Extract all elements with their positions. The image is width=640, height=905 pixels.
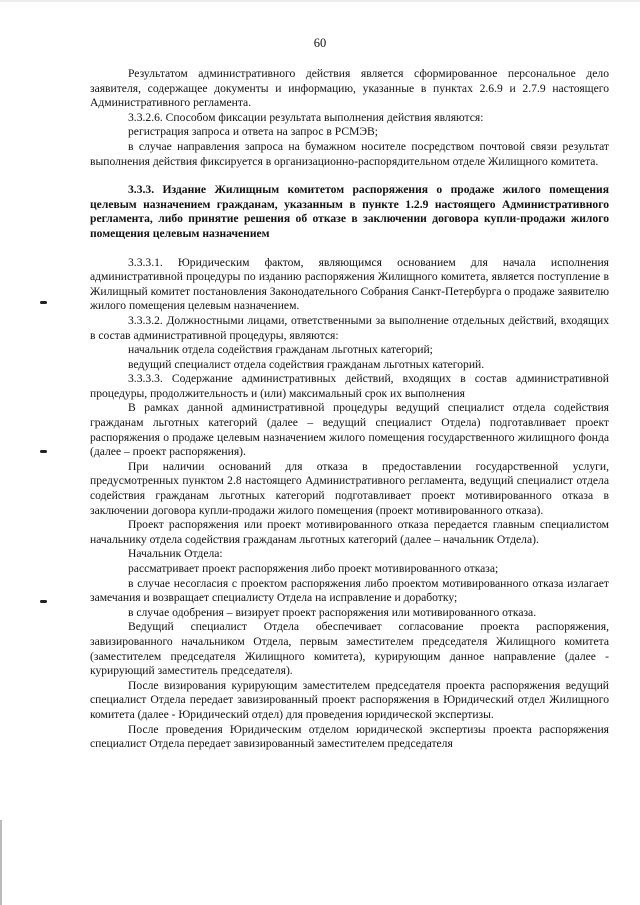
section-heading: 3.3.3. Издание Жилищным комитетом распоряжения о продаже жилого помещения целевым назначением гражданам, указанным в пункте 1.2.9 настоящего Административного регламента, либо принятие решения об отказе в заключении договора купли-продажи жилого помещения целевым назначением [90,183,609,240]
paragraph: В рамках данной административной процедуры ведущий специалист отдела содействия гражданам льготных категорий (далее – ведущий специалист Отдела) подготавливает проект распоряжения о продаже целевым назначением жилого помещения государственного жилищного фонда (далее – проект распоряжения). [90,401,609,459]
paragraph: Начальник Отдела: [128,547,223,561]
paragraph: регистрация запроса и ответа на запрос в РСМЭВ; [128,125,379,139]
paragraph: начальник отдела содействия гражданам льготных категорий; [128,343,433,357]
scan-edge [0,0,640,2]
margin-mark [40,301,47,304]
paragraph: 3.3.3.3. Содержание административных действий, входящих в состав административной процедуры, продолжительность и (или) максимальный срок их выполнения [90,372,609,400]
paragraph: 3.3.3.2. Должностными лицами, ответственными за выполнение отдельных действий, входящих в состав административной процедуры, являются: [90,313,609,342]
paragraph: Ведущий специалист Отдела обеспечивает согласование проекта распоряжения, завизированного начальником Отдела, первым заместителем председателя Жилищного комитета (заместителем председателя Жилищного комитета), курирующим данное направление (далее - курирующий заместитель председателя). [90,620,609,678]
paragraph: При наличии оснований для отказа в предоставлении государственной услуги, предусмотренных пунктом 2.8 настоящего Административного регламента, ведущий специалист отдела содействия гражданам льготных категорий подготавливает проект мотивированного отказа в заключении договора купли-продажи жилого помещения (проект мотивированного отказа). [90,459,609,517]
page-number: 60 [313,36,327,50]
paragraph: в случае направления запроса на бумажном носителе посредством почтовой связи результат выполнения действия фиксируется в организационно-распорядительном отделе Жилищного комитета. [90,139,609,168]
document-body [90,67,609,752]
paragraph: в случае одобрения – визирует проект распоряжения или мотивированного отказа. [128,605,537,619]
margin-mark [40,450,47,453]
paragraph: Результатом административного действия является сформированное персональное дело заявителя, содержащее документы и информацию, указанные в пунктах 2.6.9 и 2.7.9 настоящего Административного регламента. [90,67,609,110]
paragraph-gap [90,169,609,183]
scan-edge [0,820,2,905]
paragraph: 3.3.3.1. Юридическим фактом, являющимся основанием для начала исполнения административной процедуры по изданию распоряжения Жилищного комитета, является поступление в Жилищный комитет постановления Законодательного Собрания Санкт-Петербурга о продаже заявителю жилого помещения целевым назначением. [90,255,609,313]
paragraph: ведущий специалист отдела содействия гражданам льготных категорий. [128,357,485,371]
paragraph: 3.3.2.6. Способом фиксации результата выполнения действия являются: [128,110,484,124]
paragraph-gap [90,242,609,256]
paragraph: рассматривает проект распоряжения либо проект мотивированного отказа; [128,562,499,575]
paragraph: После визирования курирующим заместителем председателя проекта распоряжения ведущий специалист Отдела передает завизированный проект распоряжения в Юридический отдел Жилищного комитета (далее - Юридический отдел) для проведения юридической экспертизы. [90,678,609,721]
margin-mark [40,600,47,603]
paragraph: в случае несогласия с проектом распоряжения либо проектом мотивированного отказа излагает замечания и возвращает специалисту Отдела на исправление и доработку; [90,576,609,605]
paragraph: Проект распоряжения или проект мотивированного отказа передается главным специалистом начальнику отдела содействия гражданам льготных категорий (далее – начальник Отдела). [90,518,609,546]
paragraph: После проведения Юридическим отделом юридической экспертизы проекта распоряжения специалист Отдела передает завизированный заместителем председателя [90,722,609,751]
